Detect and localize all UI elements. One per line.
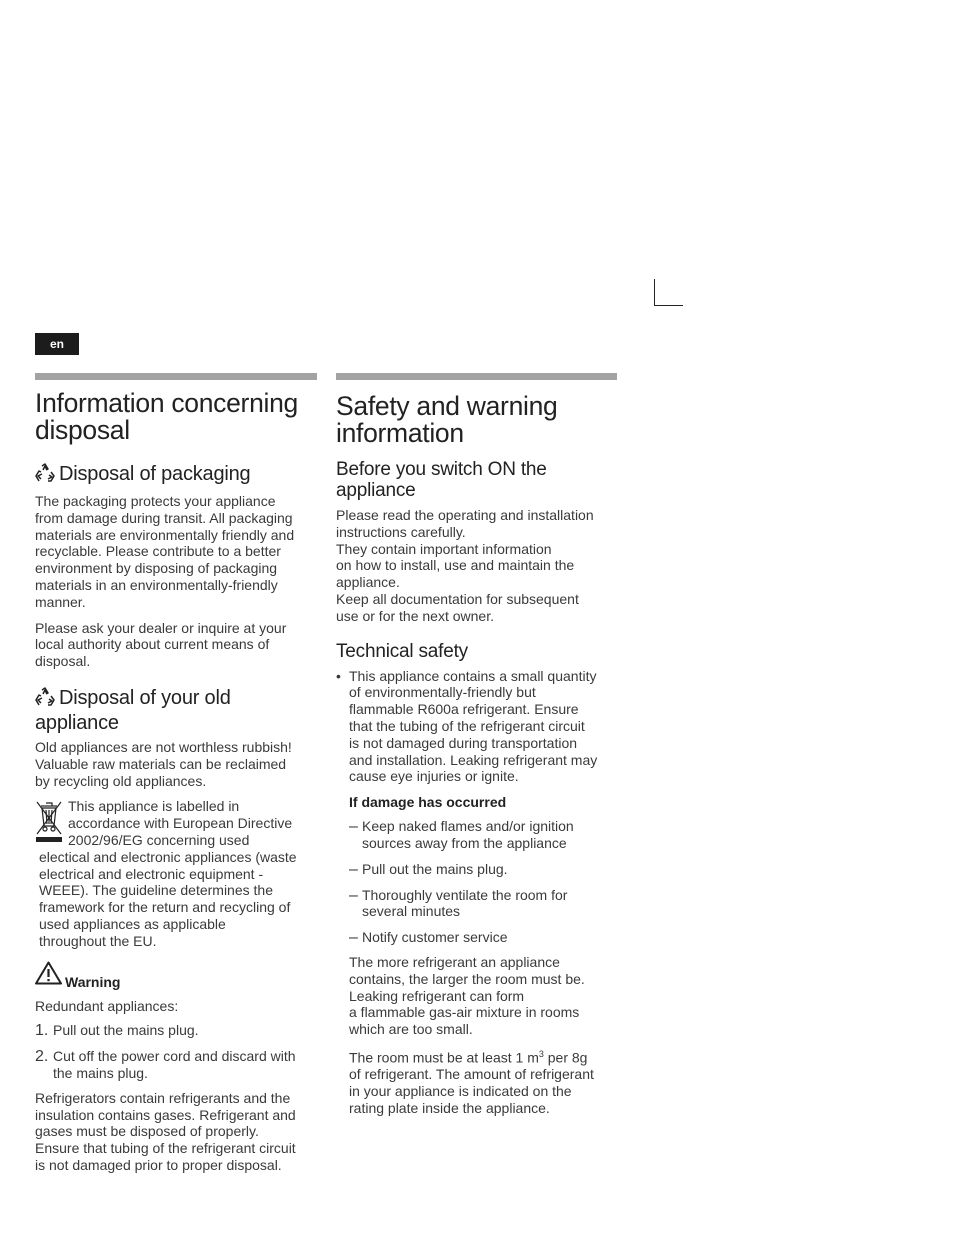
left-column: [35, 373, 317, 1174]
crop-mark: [654, 279, 683, 306]
warning-closing-paragraph: Refrigerators contain refrigerants and the insulation contains gases. Refrigerant and gases must be disposed of properly. Ensure that tubing of the refrigerant circuit is not damaged prior to proper disposal.: [35, 1089, 296, 1173]
list-item: • This appliance contains a small quantity of environmentally-friendly but flammable R600a refrigerant. Ensure that the tubing of the refrigerant circuit is not damaged during transportation and installation. Leaking refrigerant may cause eye injuries or ignite.: [336, 668, 617, 786]
technical-safety-list: [336, 668, 617, 786]
packaging-paragraph-2: Please ask your dealer or inquire at your local authority about current means of disposal.: [35, 619, 287, 670]
warning-step: 1. Pull out the mains plug.: [35, 1022, 199, 1040]
warning-heading: Warning: [35, 961, 317, 990]
room-size-paragraph: The room must be at least 1 $m^3$ per 8g of refrigerant. The amount of refrigerant in your appliance is indicated on the rating plate inside the appliance.: [349, 1048, 594, 1116]
damage-label: If damage has occurred: [349, 794, 507, 811]
recycle-icon: [35, 687, 55, 712]
before-switch-on-heading: Before you switch ON the appliance: [336, 459, 547, 501]
list-item: – Pull out the mains plug.: [349, 860, 508, 878]
list-item: – Keep naked flames and/or ignition sources away from the appliance: [349, 818, 574, 851]
section-rule: [35, 373, 317, 380]
weee-notice: This appliance is labelled in accordance with European Directive 2002/96/EG concerning used electical and electronic appliances (waste electrical and electronic equipment - WEEE). The guideline determines the framework for the return and recycling of used appliances as applicable throughout the EU.: [35, 798, 317, 949]
damage-section: [336, 794, 617, 1117]
old-appliance-heading: Disposal of your old appliance: [35, 686, 231, 734]
crossed-out-bin-icon: [35, 798, 63, 842]
warning-triangle-icon: [35, 961, 62, 990]
warning-step: 2. Cut off the power cord and discard with the mains plug.: [35, 1048, 296, 1081]
section-rule: [336, 373, 617, 380]
right-column: [336, 373, 617, 1117]
language-tag: en: [35, 333, 79, 355]
disposal-title: Information concerning disposal: [35, 388, 298, 445]
refrigerant-paragraph: The more refrigerant an appliance contains, the larger the room must be. Leaking refrigerant can form a flammable gas-air mixture in rooms which are too small.: [349, 953, 585, 1038]
before-switch-on-paragraph: Please read the operating and installation instructions carefully. They contain important information on how to install, use and maintain the appliance. Keep all documentation for subsequent use or for the next owner.: [336, 507, 594, 624]
warning-intro: Redundant appliances:: [35, 997, 179, 1014]
packaging-heading: Disposal of packaging: [35, 463, 317, 488]
packaging-paragraph-1: The packaging protects your appliance from damage during transit. All packaging materials are environmentally friendly and recyclable. Please contribute to a better environment by disposing of packaging materials in an environmentally-friendly manner.: [35, 493, 295, 610]
technical-safety-heading: Technical safety: [336, 640, 468, 662]
list-item: – Thoroughly ventilate the room for several minutes: [349, 886, 568, 920]
safety-title: Safety and warning information: [336, 391, 558, 448]
old-appliance-paragraph: Old appliances are not worthless rubbish! Valuable raw materials can be reclaimed by recycling old appliances.: [35, 738, 292, 789]
list-item: – Notify customer service: [349, 929, 508, 947]
recycle-icon: [35, 463, 55, 488]
